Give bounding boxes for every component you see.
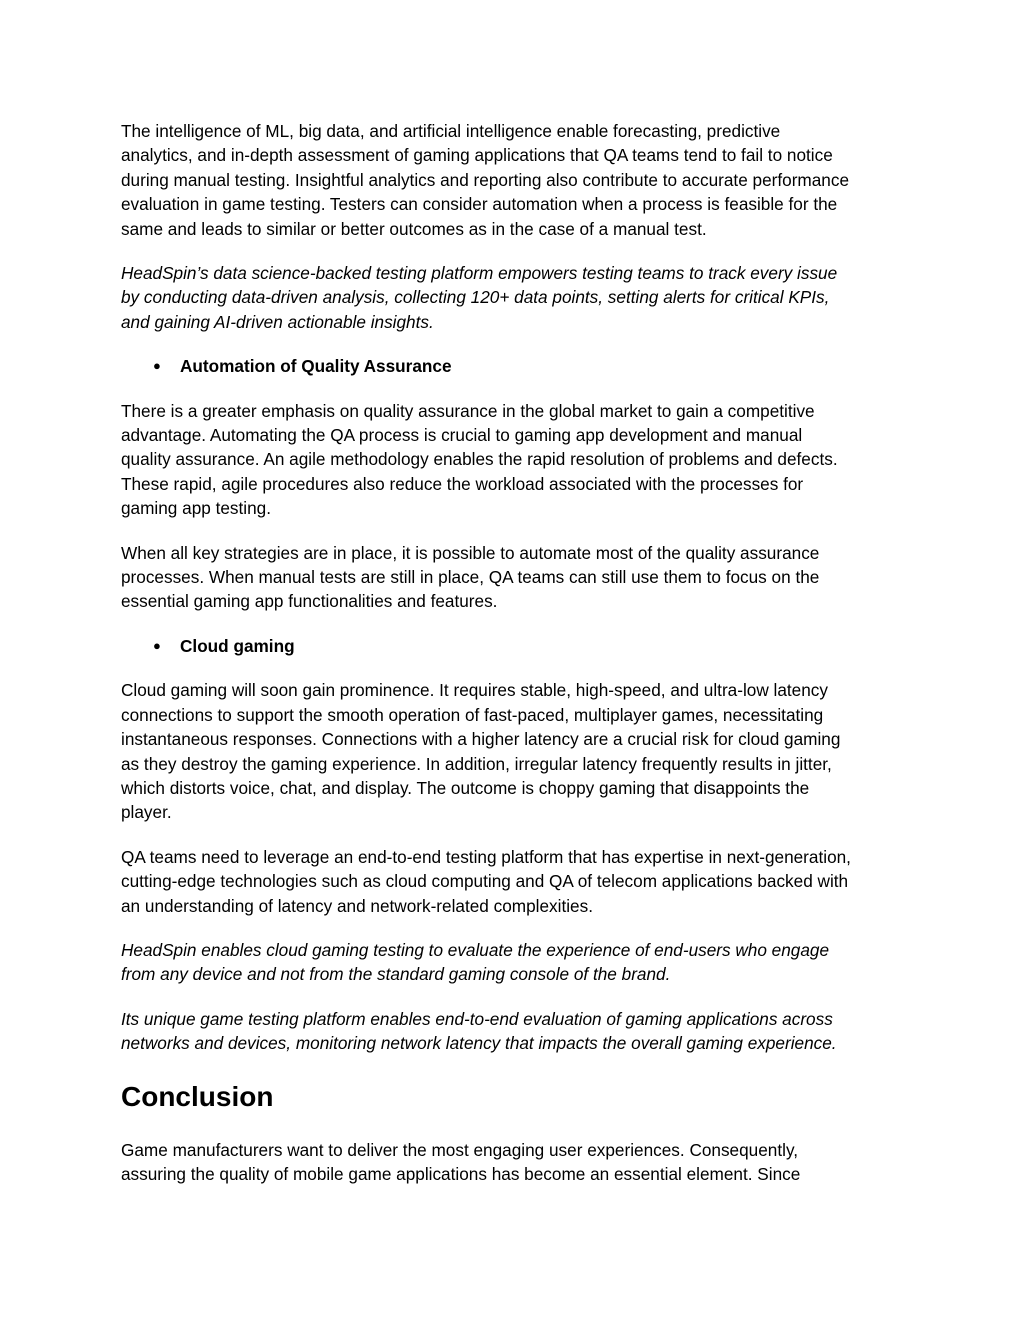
text-line: HeadSpin’s data science-backed testing platform empowers testing teams to track every issue xyxy=(121,263,838,284)
text-line: quality assurance. An agile methodology enables the rapid resolution of problems and defects. xyxy=(121,449,838,470)
italic-paragraph xyxy=(121,261,921,334)
text-line: HeadSpin enables cloud gaming testing to evaluate the experience of end-users who engage xyxy=(121,939,830,960)
text-line: instantaneous responses. Connections with a higher latency are a crucial risk for cloud gaming xyxy=(121,729,841,750)
text-line: These rapid, agile procedures also reduce the workload associated with the processes for xyxy=(121,473,804,494)
paragraph xyxy=(121,119,921,241)
text-line: There is a greater emphasis on quality assurance in the global market to gain a competitive xyxy=(121,400,815,421)
bullet-list-item xyxy=(121,634,921,658)
section-heading: Conclusion xyxy=(121,1080,274,1112)
bullet-list-item xyxy=(121,354,921,378)
text-line: networks and devices, monitoring network latency that impacts the overall gaming experience. xyxy=(121,1033,837,1054)
text-line: player. xyxy=(121,802,172,823)
text-line: by conducting data-driven analysis, collecting 120+ data points, setting alerts for critical KPIs, xyxy=(121,287,830,308)
text-line: essential gaming app functionalities and features. xyxy=(121,591,498,612)
text-line: connections to support the smooth operation of fast-paced, multiplayer games, necessitating xyxy=(121,704,824,725)
italic-paragraph xyxy=(121,1007,921,1056)
text-line: Cloud gaming will soon gain prominence. It requires stable, high-speed, and ultra-low latency xyxy=(121,680,828,701)
text-line: during manual testing. Insightful analytics and reporting also contribute to accurate performance xyxy=(121,169,850,190)
bullet-icon: ● xyxy=(153,637,161,653)
bullet-label: Automation of Quality Assurance xyxy=(180,356,452,377)
text-line: processes. When manual tests are still in place, QA teams can still use them to focus on the xyxy=(121,567,820,588)
text-line: cutting-edge technologies such as cloud computing and QA of telecom applications backed with xyxy=(121,871,849,892)
text-line: analytics, and in-depth assessment of gaming applications that QA teams tend to fail to notice xyxy=(121,145,833,166)
italic-paragraph xyxy=(121,938,921,987)
paragraph xyxy=(121,678,921,824)
text-line: Game manufacturers want to deliver the most engaging user experiences. Consequently, xyxy=(121,1139,799,1160)
text-line: evaluation in game testing. Testers can consider automation when a process is feasible for the xyxy=(121,194,838,215)
text-line: same and leads to similar or better outcomes as in the case of a manual test. xyxy=(121,218,707,239)
paragraph xyxy=(121,845,921,918)
bullet-label: Cloud gaming xyxy=(180,635,295,656)
text-line: Its unique game testing platform enables end-to-end evaluation of gaming applications across xyxy=(121,1008,833,1029)
paragraph xyxy=(121,1138,921,1187)
text-line: advantage. Automating the QA process is crucial to gaming app development and manual xyxy=(121,425,803,446)
text-line: When all key strategies are in place, it is possible to automate most of the quality assurance xyxy=(121,542,820,563)
paragraph xyxy=(121,541,921,614)
text-line: which distorts voice, chat, and display. The outcome is choppy gaming that disappoints the xyxy=(121,777,810,798)
text-line: and gaining AI-driven actionable insights. xyxy=(121,311,434,332)
paragraph xyxy=(121,399,921,521)
text-line: assuring the quality of mobile game applications has become an essential element. Since xyxy=(121,1163,801,1184)
text-line: from any device and not from the standard gaming console of the brand. xyxy=(121,964,671,985)
text-line: an understanding of latency and network-related complexities. xyxy=(121,895,593,916)
text-line: QA teams need to leverage an end-to-end testing platform that has expertise in next-generation, xyxy=(121,846,851,867)
text-line: The intelligence of ML, big data, and artificial intelligence enable forecasting, predictive xyxy=(121,121,781,141)
text-line: as they destroy the gaming experience. In addition, irregular latency frequently results in jitter, xyxy=(121,753,832,774)
document-page xyxy=(121,119,921,1206)
text-line: gaming app testing. xyxy=(121,498,272,519)
bullet-icon: ● xyxy=(153,358,161,374)
